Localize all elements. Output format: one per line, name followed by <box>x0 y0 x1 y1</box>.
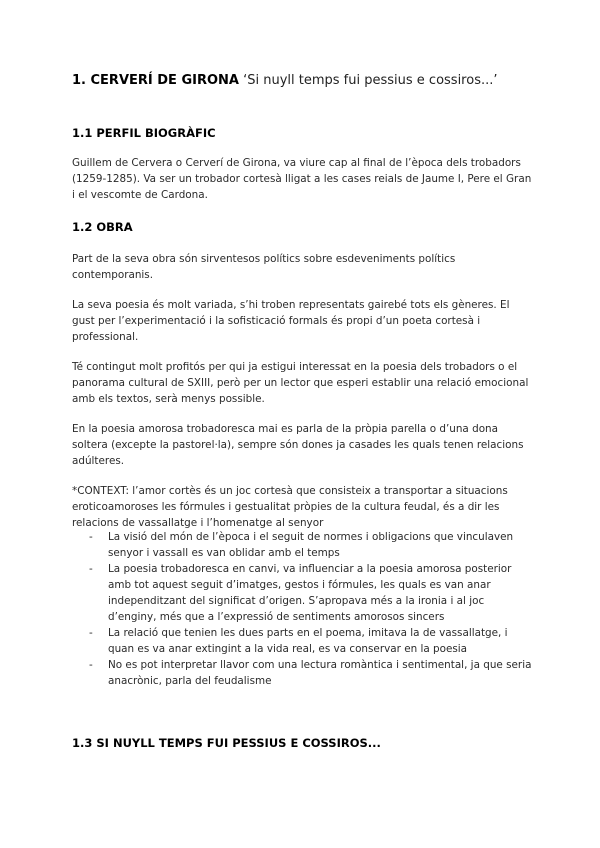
list-item-text: La poesia trobadoresca en canvi, va influenciar a la poesia amorosa posterior amb tot aquest seguit d’imatges, gestos i fórmules, les quals es van anar independitzant del significat d’origen. S’apropava més a la ironia i al joc d’enginy, més que a l’expressió de sentiments amorosos sincers <box>108 563 512 623</box>
list-item <box>72 561 534 625</box>
paragraph-poesia-variada: La seva poesia és molt variada, s’hi troben representats gairebé tots els gèneres. El gust per l’experimentació i la sofisticació formals és propi d’un poeta cortesà i professional. <box>72 299 510 343</box>
paragraph-contingut: Té contingut molt profitós per qui ja estigui interessat en la poesia dels trobadors o el panorama cultural de SXIII, però per un lector que esperi establir una relació emocional amb els textos, serà menys possible. <box>72 361 529 405</box>
heading-si-nuyll-temps: 1.3 SI NUYLL TEMPS FUI PESSIUS E COSSIROS... <box>72 736 381 750</box>
document-title <box>72 72 542 90</box>
title-main: 1. CERVERÍ DE GIRONA <box>72 73 239 88</box>
paragraph-biografia: Guillem de Cervera o Cerverí de Girona, va viure cap al final de l’època dels trobadors (1259-1285). Va ser un trobador cortesà lligat a les cases reials de Jaume I, Pere el Gran i el vescomte de Cardona. <box>72 157 532 201</box>
dash-marker: - <box>89 563 93 575</box>
dash-marker: - <box>89 627 93 639</box>
dash-marker: - <box>89 531 93 543</box>
paragraph-context: *CONTEXT: l’amor cortès és un joc cortesà que consisteix a transportar a situacions eroticoamoroses les fórmules i gestualitat pròpies de la cultura feudal, és a dir les relacions de vassallatge i l’homenatge al senyor <box>72 485 508 529</box>
title-subtitle: ‘Si nuyll temps fui pessius e cossiros...’ <box>238 73 498 88</box>
context-bullet-list <box>72 529 534 689</box>
heading-perfil-biografic: 1.1 PERFIL BIOGRÀFIC <box>72 126 216 140</box>
list-item <box>72 529 534 561</box>
paragraph-sirventesos: Part de la seva obra són sirventesos polítics sobre esdeveniments polítics contemporanis. <box>72 253 456 281</box>
list-item <box>72 625 534 657</box>
list-item <box>72 657 534 689</box>
heading-obra: 1.2 OBRA <box>72 220 133 234</box>
paragraph-poesia-amorosa: En la poesia amorosa trobadoresca mai es parla de la pròpia parella o d’una dona soltera (excepte la pastorel·la), sempre són dones ja casades les quals tenen relacions adúlteres. <box>72 423 524 467</box>
list-item-text: La relació que tenien les dues parts en el poema, imitava la de vassallatge, i quan es va anar extingint a la vida real, es va conservar en la poesia <box>108 627 508 655</box>
list-item-text: La visió del món de l’època i el seguit de normes i obligacions que vinculaven senyor i vassall es van oblidar amb el temps <box>108 531 514 559</box>
list-item-text: No es pot interpretar llavor com una lectura romàntica i sentimental, ja que seria anacrònic, parla del feudalisme <box>108 659 532 687</box>
dash-marker: - <box>89 659 93 671</box>
